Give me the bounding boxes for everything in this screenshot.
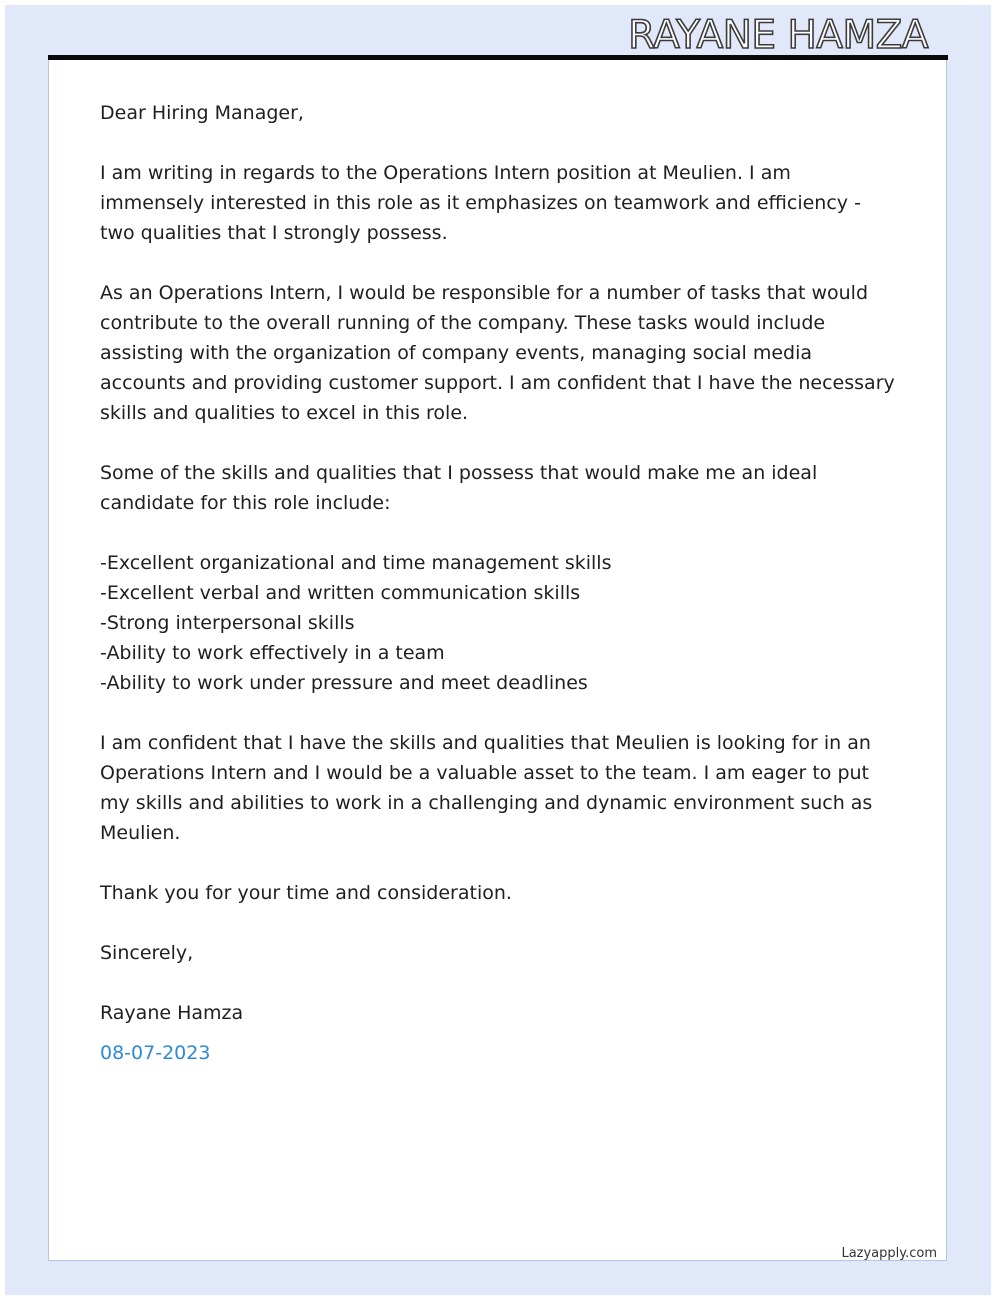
list-item: -Excellent verbal and written communication skills	[100, 582, 581, 604]
paragraph-responsibilities: As an Operations Intern, I would be responsible for a number of tasks that would contribute to the overall running of the company. These tasks would include assisting with the organization of company events, managing social media accounts and providing customer support. I am confident that I have the necessary skills and qualities to excel in this role.	[100, 282, 895, 424]
list-item: -Ability to work effectively in a team	[100, 642, 445, 664]
list-item: -Ability to work under pressure and meet deadlines	[100, 672, 588, 694]
salutation: Dear Hiring Manager,	[100, 102, 304, 124]
list-item: -Strong interpersonal skills	[100, 612, 355, 634]
paragraph-intro: I am writing in regards to the Operations Intern position at Meulien. I am immensely interested in this role as it emphasizes on teamwork and efficiency - two qualities that I strongly possess.	[100, 162, 861, 244]
applicant-name: RAYANE HAMZA	[628, 13, 928, 58]
signature: Rayane Hamza	[100, 1002, 244, 1024]
list-item: -Excellent organizational and time management skills	[100, 552, 612, 574]
footer-brand: Lazyapply.com	[841, 1246, 937, 1261]
paragraph-confidence: I am confident that I have the skills and qualities that Meulien is looking for in an Operations Intern and I would be a valuable asset to the team. I am eager to put my skills and abilities to work in a challenging and dynamic environment such as Meulien.	[100, 732, 873, 844]
letter-body	[100, 98, 900, 1068]
paragraph-thanks: Thank you for your time and consideration.	[100, 882, 512, 904]
sign-off: Sincerely,	[100, 942, 194, 964]
letter-date: 08-07-2023	[100, 1042, 211, 1064]
paragraph-skills-lead: Some of the skills and qualities that I possess that would make me an ideal candidate for this role include:	[100, 462, 818, 514]
skills-list	[100, 548, 900, 698]
